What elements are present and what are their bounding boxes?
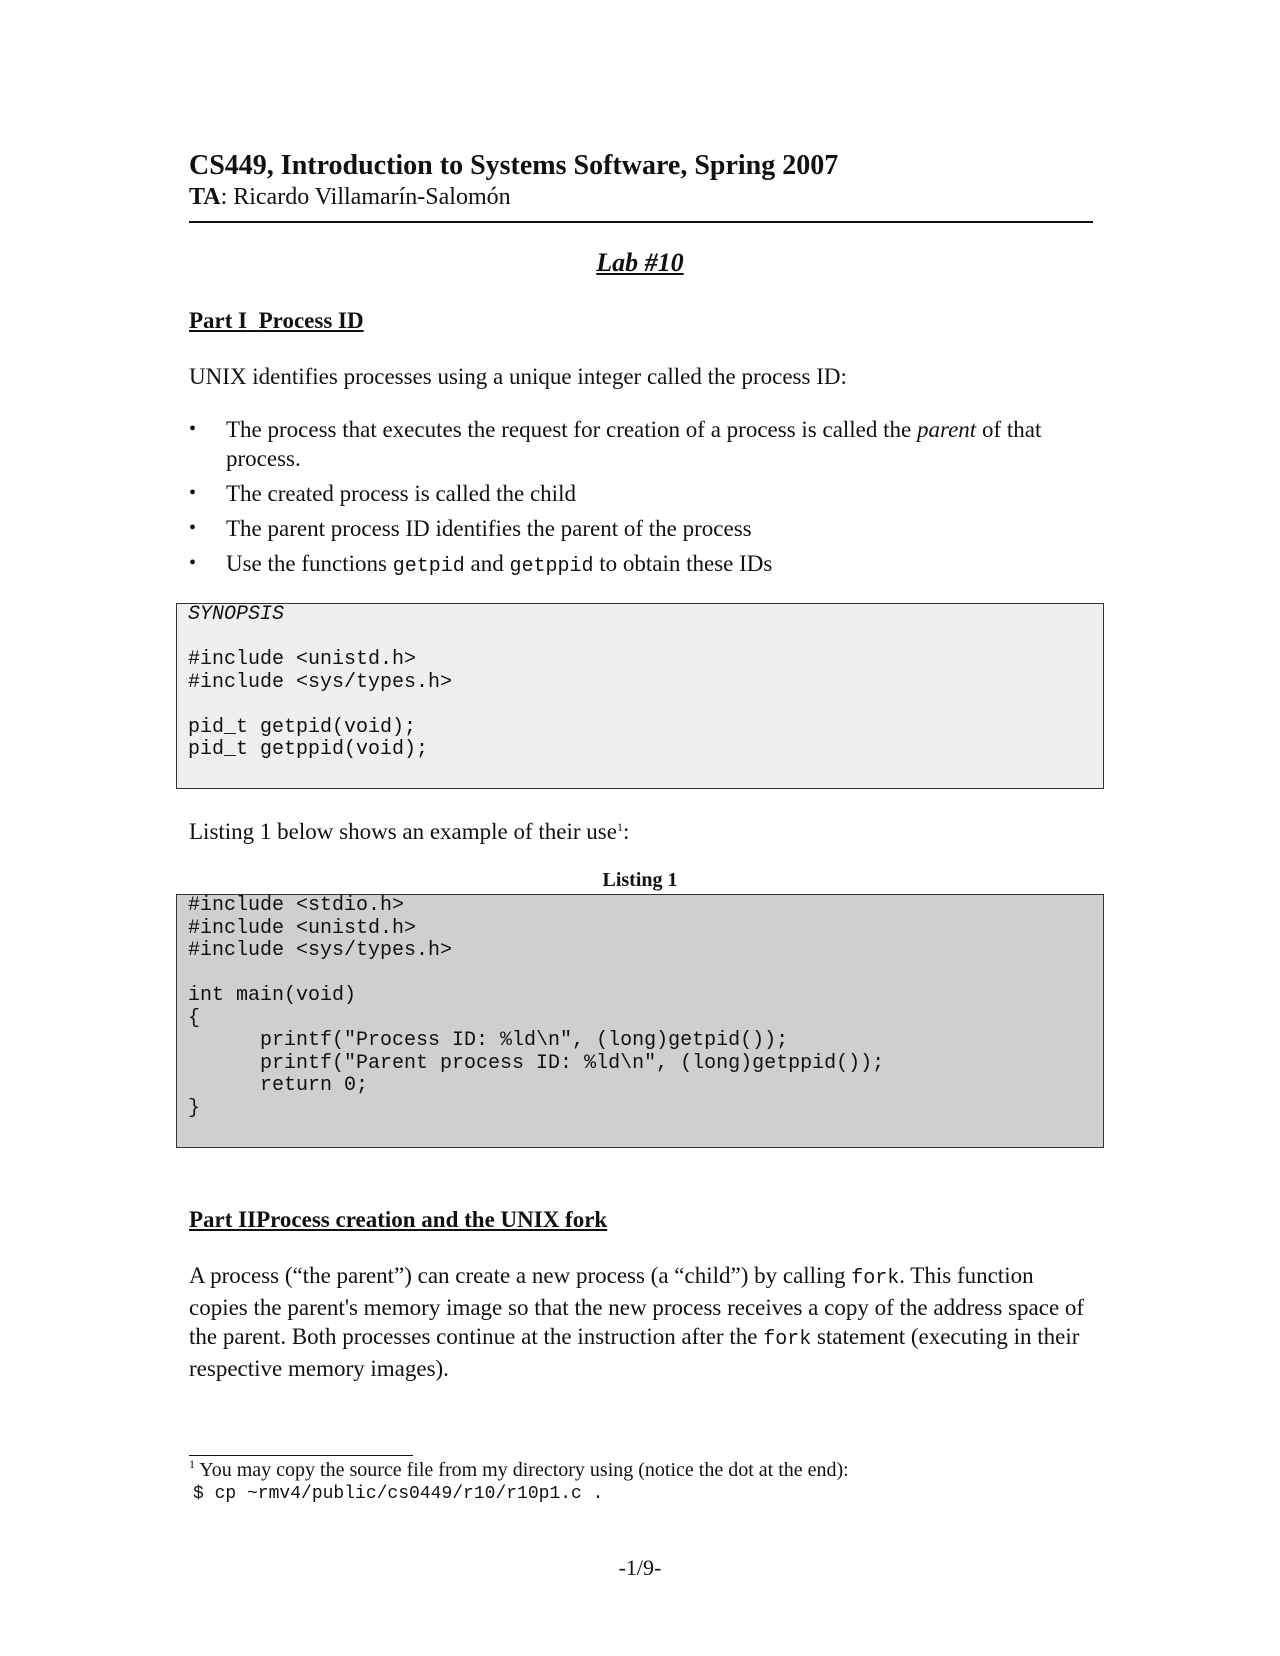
footnote-mark: 1	[189, 1457, 195, 1471]
footnote-command: $ cp ~rmv4/public/cs0449/r10/r10p1.c .	[193, 1484, 604, 1504]
synopsis-label: SYNOPSIS	[188, 603, 285, 626]
listing-intro-suffix: :	[622, 819, 630, 844]
bullet2-text: The created process is called the child	[226, 481, 576, 506]
part2-heading	[189, 1207, 607, 1233]
list-item	[189, 479, 1089, 508]
bullet-icon: •	[189, 517, 197, 539]
synopsis-box	[176, 603, 1104, 789]
bullet4-text-end: to obtain these IDs	[593, 551, 773, 576]
listing-caption: Listing 1	[602, 869, 678, 891]
synopsis-code: #include <unistd.h> #include <sys/types.h> pid_t getpid(void); pid_t getppid(void);	[188, 648, 453, 761]
header-divider	[189, 221, 1093, 223]
getpid-code: getpid	[392, 555, 465, 578]
bullet3-text: The parent process ID identifies the parent of the process	[226, 516, 752, 541]
part1-heading	[189, 308, 364, 334]
lab-title: Lab #10	[596, 248, 684, 277]
course-title: CS449, Introduction to Systems Software, Spring 2007	[189, 150, 839, 181]
bullet-icon: •	[189, 418, 197, 440]
getppid-code: getppid	[509, 555, 594, 578]
part1-intro: UNIX identifies processes using a unique integer called the process ID:	[189, 364, 847, 389]
ta-label: TA	[189, 184, 221, 210]
listing-code: #include <stdio.h> #include <unistd.h> #include <sys/types.h> int main(void) { printf("Process ID: %ld\n", (long)getpid()); printf("Parent process ID: %ld\n", (long)getppid()); return 0; }	[188, 894, 885, 1120]
listing-code-box	[176, 894, 1104, 1148]
page-number: -1/9-	[618, 1555, 662, 1580]
bullet-icon: •	[189, 552, 197, 574]
part2-text-3: statement (executing in their respective memory images).	[189, 1324, 1080, 1381]
bullet-icon: •	[189, 482, 197, 504]
ta-name: : Ricardo Villamarín-Salomón	[220, 184, 511, 210]
footnote-divider	[189, 1455, 413, 1456]
footnote-reference: 1	[616, 820, 623, 834]
part1-heading-number: Part I	[189, 308, 248, 333]
part2-heading-title: Process creation and the UNIX fork	[256, 1207, 608, 1232]
listing-intro-text: Listing 1 below shows an example of their use	[189, 819, 617, 844]
fork-code: fork	[763, 1328, 812, 1351]
list-item	[189, 549, 1089, 581]
bullet4-text-mid: and	[464, 551, 510, 576]
bullet4-text-start: Use the functions	[226, 551, 393, 576]
bullet1-text-start: The process that executes the request for creation of a process is called the	[226, 417, 917, 442]
part2-paragraph	[189, 1261, 1089, 1383]
part2-heading-number: Part II	[189, 1207, 257, 1232]
bullet1-emphasis: parent	[917, 417, 977, 442]
footnote	[189, 1459, 849, 1482]
part2-text-1: A process (“the parent”) can create a new process (a “child”) by calling	[189, 1263, 852, 1288]
part1-heading-title: Process ID	[258, 308, 364, 333]
list-item	[189, 415, 1089, 473]
list-item	[189, 514, 1089, 543]
listing-intro	[189, 817, 629, 846]
part1-bullet-list	[189, 415, 1089, 587]
fork-code: fork	[851, 1267, 900, 1290]
footnote-text: You may copy the source file from my directory using (notice the dot at the end):	[195, 1459, 849, 1481]
bullet1-text-end: of that process.	[226, 417, 1042, 471]
ta-line	[189, 184, 511, 211]
part2-text-2: . This function copies the parent's memory image so that the new process receives a copy of the address space of the parent. Both processes continue at the instruction after the	[189, 1263, 1085, 1349]
